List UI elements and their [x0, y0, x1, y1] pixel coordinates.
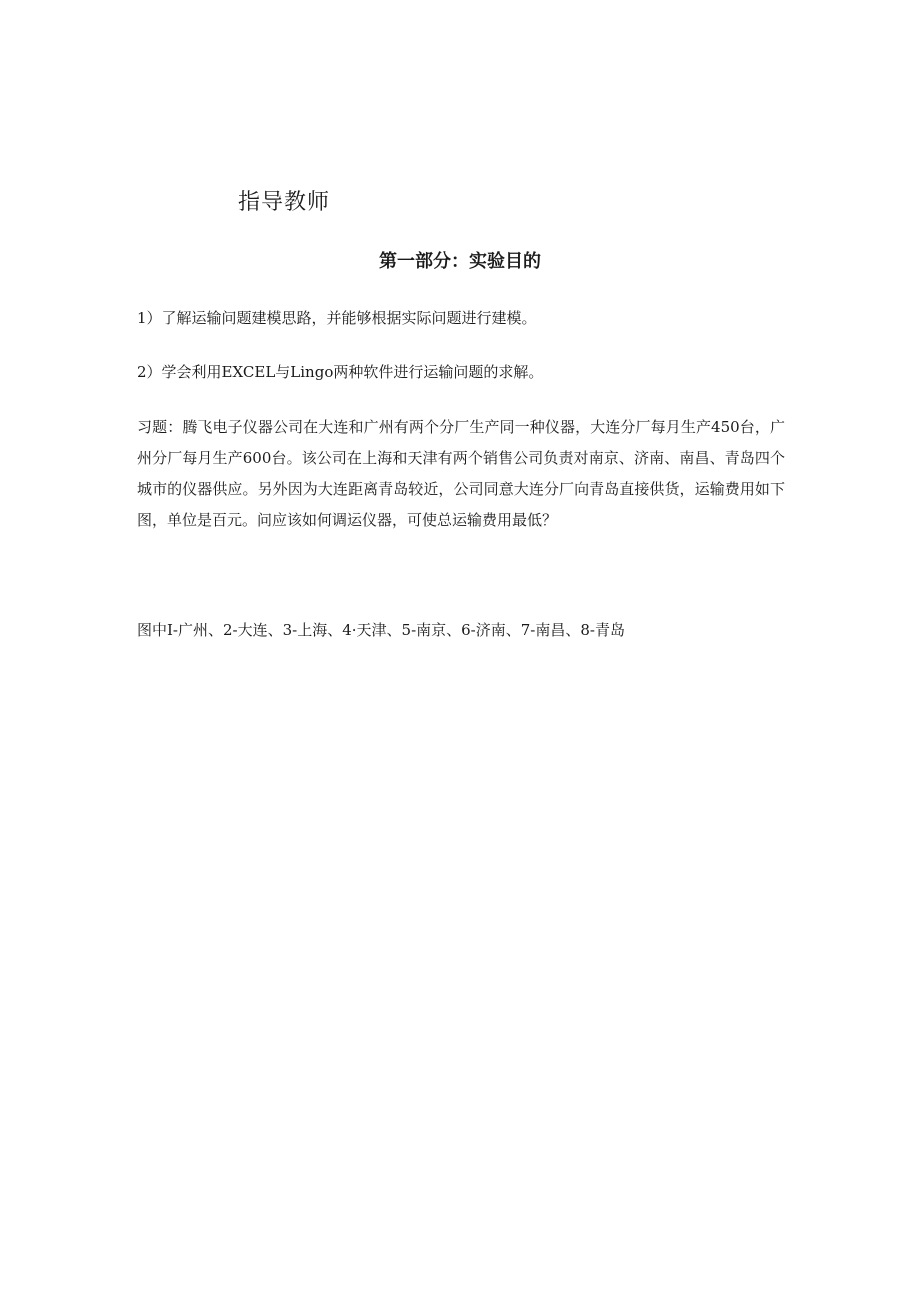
figure-legend: 图中I-广州、2-大连、3-上海、4·天津、5-南京、6-济南、7-南昌、8-青岛 — [137, 621, 625, 639]
section-title: 第一部分：实验目的 — [379, 251, 541, 272]
objective-1: 1）了解运输问题建模思路，并能够根据实际问题进行建模。 — [137, 309, 537, 327]
exercise-text: 习题：腾飞电子仪器公司在大连和广州有两个分厂生产同一种仪器，大连分厂每月生产450台，广州分厂每月生产600台。该公司在上海和天津有两个销售公司负责对南京、济南、南昌、青岛四个城市的仪器供应。另外因为大连距离青岛较近，公司同意大连分厂向青岛直接供货，运输费用如下图，单位是百元。问应该如何调运仪器，可使总运输费用最低？ — [137, 418, 785, 529]
instructor-label: 指导教师 — [238, 190, 331, 215]
objective-2: 2）学会利用EXCEL与Lingo两种软件进行运输问题的求解。 — [137, 363, 544, 381]
